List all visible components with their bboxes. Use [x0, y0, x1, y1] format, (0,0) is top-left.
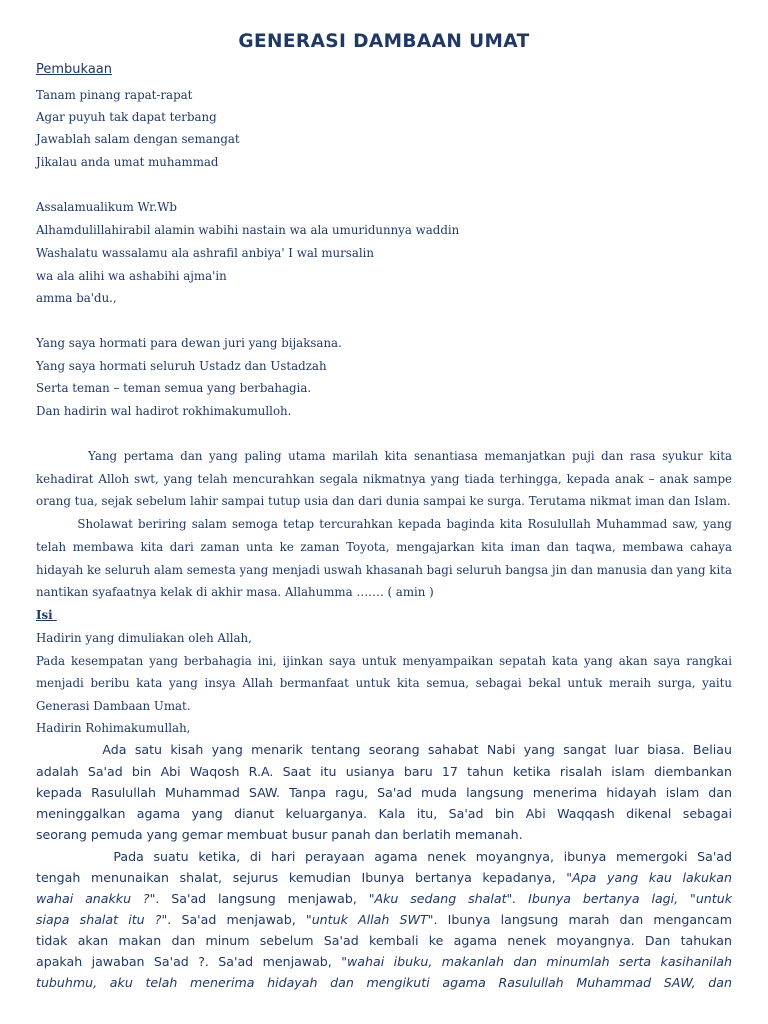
salam-line: amma ba'du.,	[36, 291, 117, 305]
story-text: apakah jawaban Sa'ad ?. Sa'ad menjawab,	[36, 954, 342, 969]
story-line: Ada satu kisah yang menarik tentang seorang sahabat Nabi yang sangat luar biasa. Beliau	[36, 742, 732, 757]
salam-line: Washalatu wassalamu ala ashrafil anbiya' I wal mursalin	[36, 246, 375, 260]
story-line: tubuhmu, aku telah menerima hidayah dan mengikuti agama Rasulullah Muhammad SAW, dan	[36, 975, 732, 990]
story-line: Pada suatu ketika, di hari perayaan agama nenek moyangnya, ibunya memergoki Sa'ad	[36, 849, 732, 864]
story-line	[36, 891, 732, 907]
paragraph-line: telah membawa kita dari zaman unta ke zaman Toyota, mengajarkan kita iman dan taqwa, membawa cahaya	[36, 540, 732, 554]
paragraph-line: nantikan syafaatnya kelak di akhir masa. Allahumma ……. ( amin )	[36, 585, 434, 599]
greeting-line: Yang saya hormati para dewan juri yang bijaksana.	[36, 336, 342, 350]
story-quote: "wahai ibuku, makanlah dan minumlah serta kasihanilah	[341, 954, 732, 969]
content-line: Pada kesempatan yang berbahagia ini, ijinkan saya untuk menyampaikan sepatah kata yang akan saya rangkai	[36, 654, 732, 668]
story-text: tengah menunaikan shalat, sejurus kemudian Ibunya bertanya kepadanya,	[36, 870, 567, 885]
greeting-line: Serta teman – teman semua yang berbahagia.	[36, 381, 312, 395]
greeting-line: Dan hadirin wal hadirot rokhimakumulloh.	[36, 404, 292, 418]
pantun-line: Jikalau anda umat muhammad	[36, 155, 219, 169]
story-text: . Ibunya langsung marah dan mengancam	[433, 912, 732, 927]
pantun-line: Agar puyuh tak dapat terbang	[36, 110, 217, 124]
story-quote: siapa shalat itu ?"	[36, 912, 168, 927]
content-line: menjadi beribu kata yang insya Allah bermanfaat untuk kita semua, sebagai bekal untuk meraih surga, yaitu	[36, 676, 732, 690]
pantun-line: Tanam pinang rapat-rapat	[36, 88, 193, 102]
salam-line: Assalamualikum Wr.Wb	[36, 200, 177, 214]
salam-line: Alhamdulillahirabil alamin wabihi nastain wa ala umuridunnya waddin	[36, 223, 460, 237]
content-line: Generasi Dambaan Umat.	[36, 699, 191, 713]
story-text: . Sa'ad menjawab,	[167, 912, 306, 927]
paragraph-line: Yang pertama dan yang paling utama marilah kita senantiasa memanjatkan puji dan rasa syukur kita	[36, 449, 732, 463]
story-line	[36, 870, 732, 886]
section-heading-opening: Pembukaan	[36, 62, 113, 77]
content-line: Hadirin Rohimakumullah,	[36, 721, 191, 735]
salam-line: wa ala alihi wa ashabihi ajma'in	[36, 269, 227, 283]
paragraph-line: Sholawat beriring salam semoga tetap tercurahkan kepada baginda kita Rosulullah Muhammad saw, yang	[36, 517, 732, 531]
section-heading-content: Isi	[36, 608, 57, 622]
paragraph-line: hidayah ke seluruh alam semesta yang menjadi uswah khasanah bagi seluruh bangsa jin dan manusia dan yang kita	[36, 563, 732, 577]
story-line: kepada Rasulullah Muhammad SAW. Tanpa ragu, Sa'ad muda langsung menerima hidayah islam dan	[36, 785, 732, 800]
pantun-line: Jawablah salam dengan semangat	[36, 132, 240, 146]
story-line: meninggalkan agama yang dianut keluarganya. Kala itu, Sa'ad bin Abi Waqqash dikenal sebagai	[36, 806, 732, 821]
story-line: seorang pemuda yang gemar membuat busur panah dan berlatih memanah.	[36, 827, 523, 842]
story-line: tidak akan makan dan minum sebelum Sa'ad kembali ke agama nenek moyangnya. Dan tahukan	[36, 933, 732, 948]
story-quote: wahai anakku ?"	[36, 891, 156, 906]
story-line	[36, 912, 732, 928]
paragraph-line: orang tua, sejak sebelum lahir sampai tutup usia dan dari dunia sampai ke surga. Terutama nikmat iman dan Islam.	[36, 494, 731, 508]
story-line	[36, 954, 732, 970]
story-line: adalah Sa'ad bin Abi Waqosh R.A. Saat itu usianya baru 17 tahun ketika risalah islam diembankan	[36, 764, 732, 779]
story-text: . Sa'ad langsung menjawab,	[155, 891, 369, 906]
story-quote: "untuk Allah SWT"	[305, 912, 434, 927]
greeting-line: Yang saya hormati seluruh Ustadz dan Ustadzah	[36, 359, 327, 373]
story-quote: "Apa yang kau lakukan	[566, 870, 732, 885]
story-quote: "Aku sedang shalat". Ibunya bertanya lagi, "untuk	[368, 891, 732, 906]
content-line: Hadirin yang dimuliakan oleh Allah,	[36, 631, 252, 645]
paragraph-line: kehadirat Alloh swt, yang telah mencurahkan segala nikmatnya yang tiada terhingga, kepada anak – anak sampe	[36, 472, 732, 486]
document-title: GENERASI DAMBAAN UMAT	[238, 31, 530, 52]
